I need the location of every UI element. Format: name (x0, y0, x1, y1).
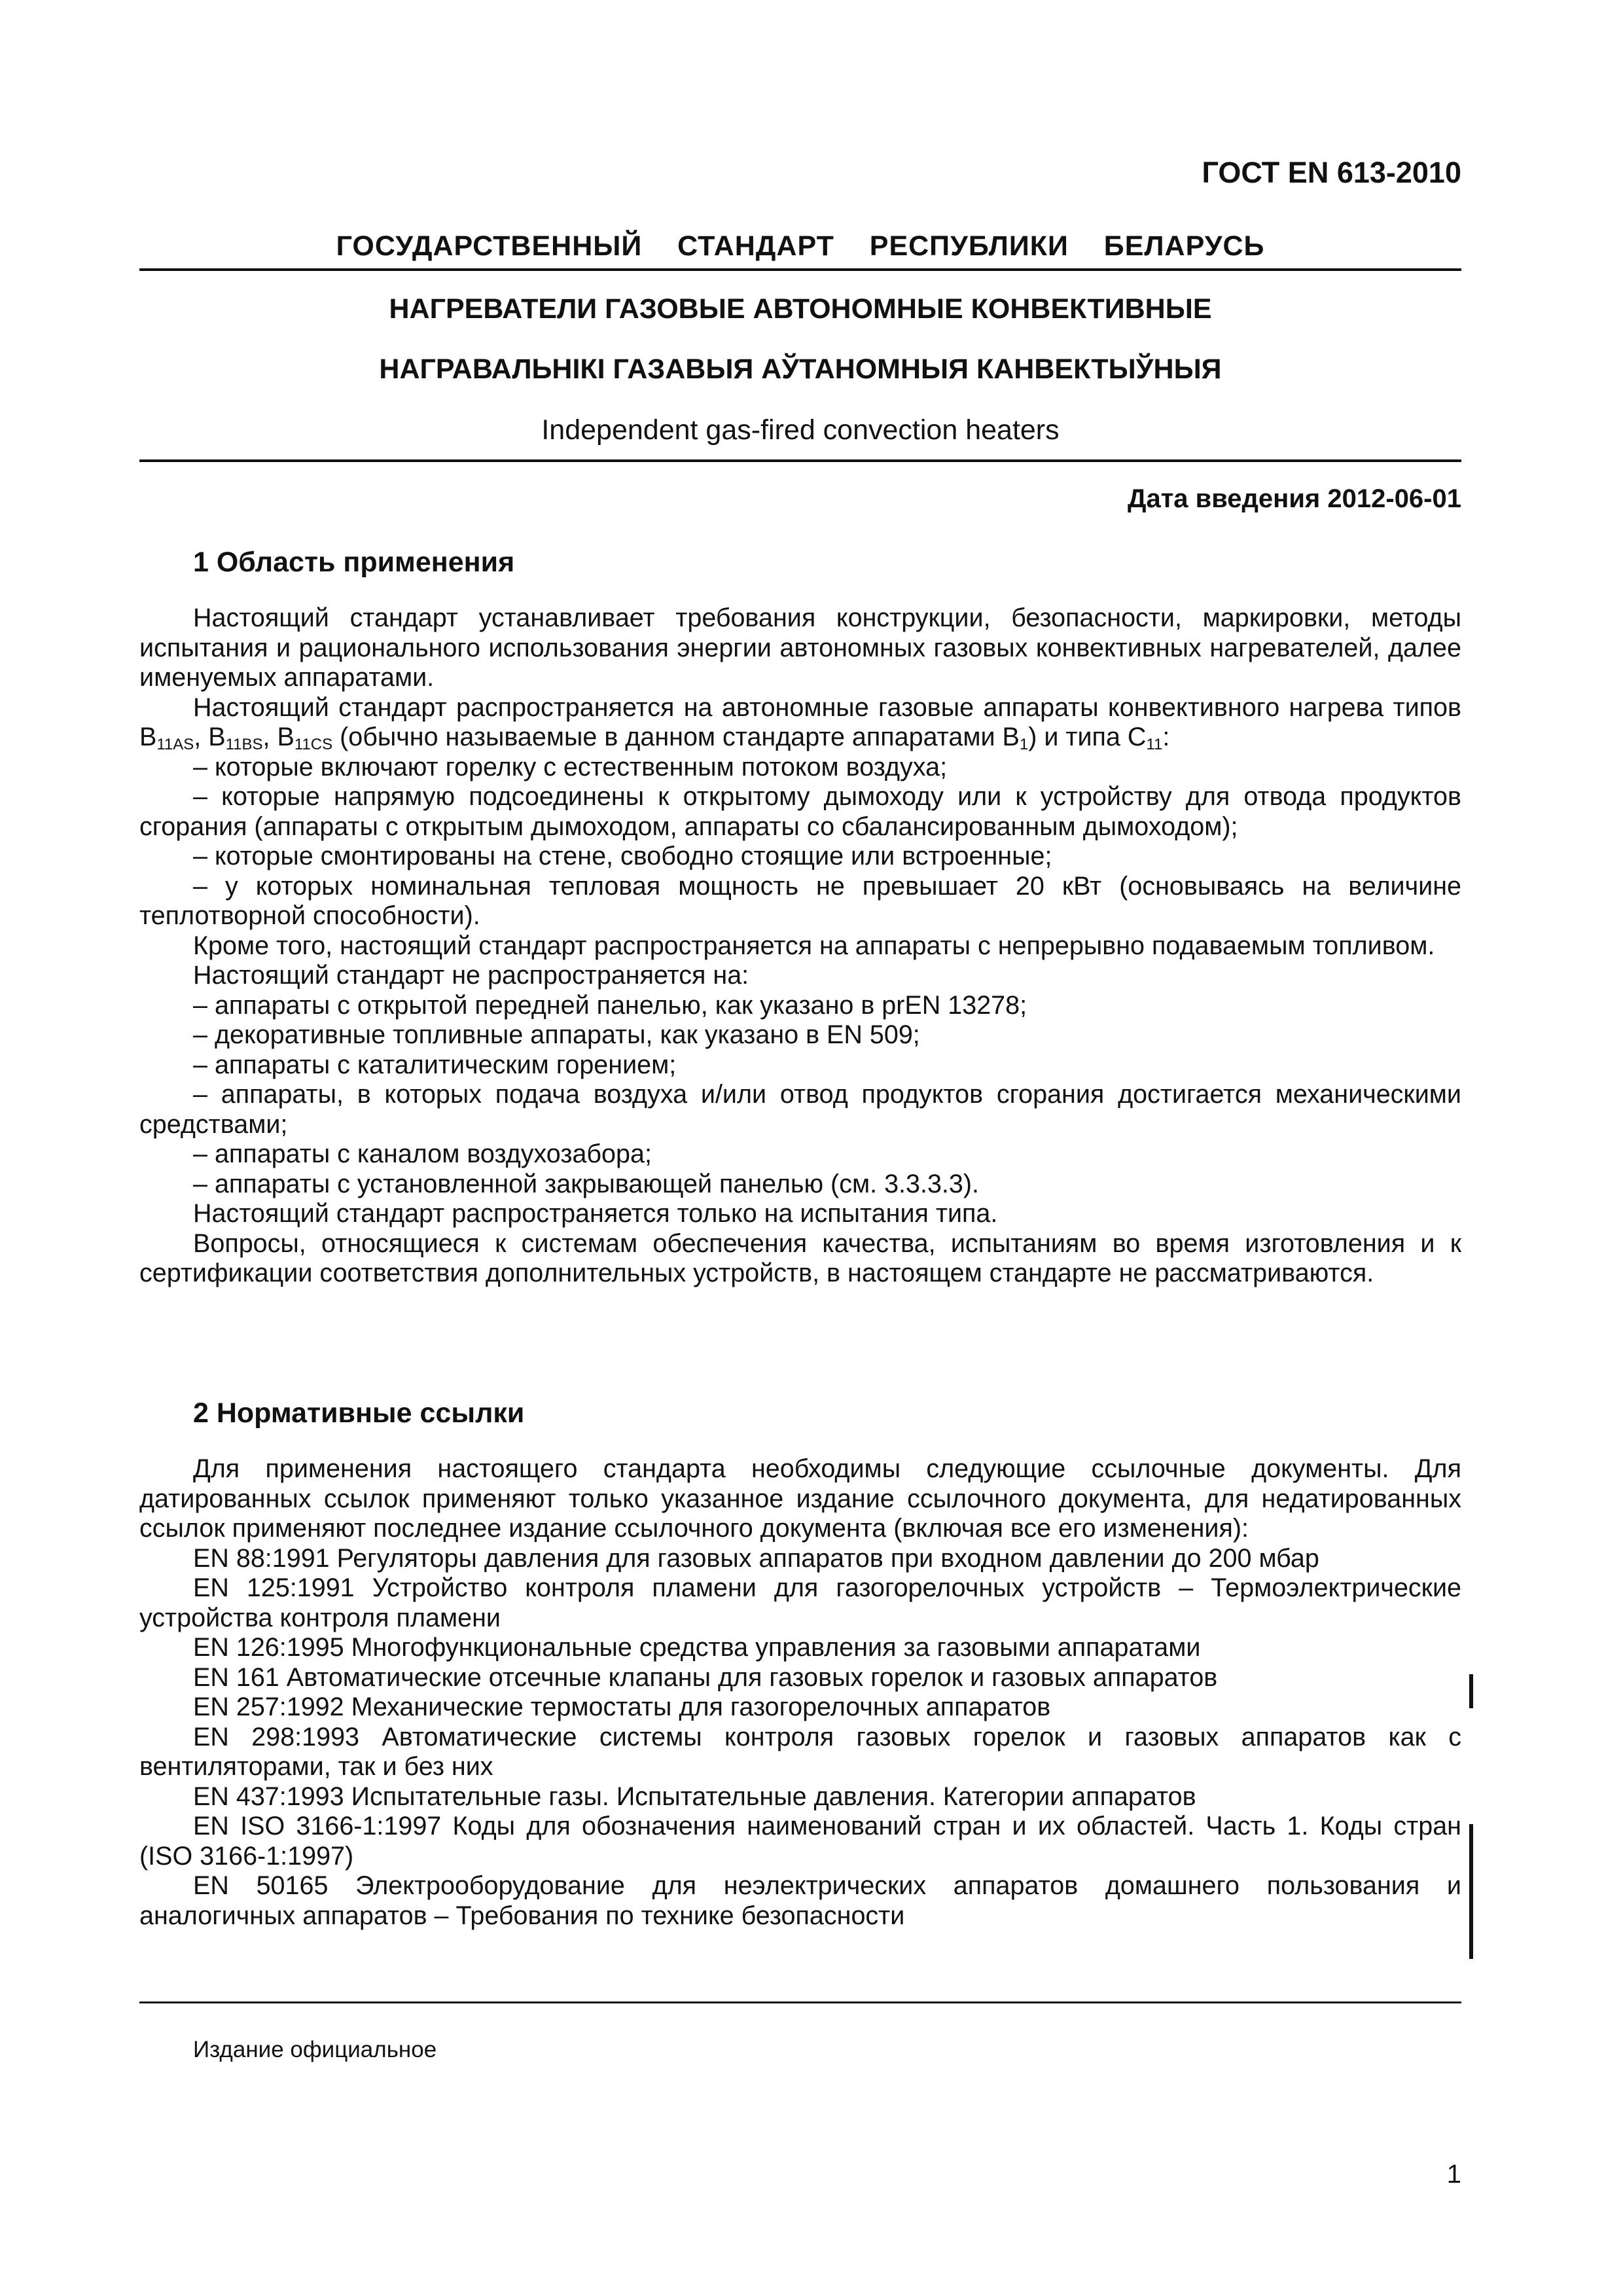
reference-item: EN 437:1993 Испытательные газы. Испытательные давления. Категории аппаратов (193, 1782, 1196, 1811)
reference-item: EN 125:1991 Устройство контроля пламени для газогорелочных устройств – Термоэлектрические устройства контроля пламени (139, 1573, 1461, 1632)
reference-item: EN ISO 3166-1:1997 Коды для обозначения наименований стран и их областей. Часть 1. Коды стран (ISO 3166-1:1997) (139, 1812, 1461, 1871)
exclusion-item-2: – декоративные топливные аппараты, как указано в EN 509; (193, 1020, 920, 1049)
title-english: Independent gas-fired convection heaters (541, 414, 1060, 446)
change-bar-1 (1469, 1674, 1473, 1708)
scope-paragraph-6: Вопросы, относящиеся к системам обеспечения качества, испытаниям во время изготовления и к сертификации соответствия дополнительных устройств, в настоящем стандарте не рассматриваются. (139, 1229, 1461, 1287)
scope-paragraph-4: Настоящий стандарт не распространяется на: (193, 961, 749, 990)
change-bar-2 (1469, 1824, 1473, 1959)
reference-item: EN 257:1992 Механические термостаты для газогорелочных аппаратов (193, 1693, 1051, 1721)
section-2-body (139, 1454, 1461, 1931)
scope-paragraph-5: Настоящий стандарт распространяется только на испытания типа. (193, 1199, 998, 1228)
reference-item: EN 88:1991 Регуляторы давления для газовых аппаратов при входном давлении до 200 мбар (193, 1543, 1319, 1573)
scope-bullet-3: – которые смонтированы на стене, свободно стоящие или встроенные; (193, 842, 1052, 870)
exclusion-item-6: – аппараты с установленной закрывающей панелью (см. 3.3.3.3). (193, 1169, 979, 1198)
reference-item: EN 161 Автоматические отсечные клапаны для газовых горелок и газовых аппаратов (193, 1662, 1218, 1692)
page-number: 1 (1446, 2160, 1461, 2189)
scope-bullet-4: – у которых номинальная тепловая мощность не превышает 20 кВт (основываясь на величине теплотворной способности). (139, 871, 1461, 930)
scope-bullet-1: – которые включают горелку с естественным потоком воздуха; (193, 752, 948, 781)
section-1-heading: 1 Область применения (193, 547, 515, 578)
scope-paragraph-1: Настоящий стандарт устанавливает требования конструкции, безопасности, маркировки, методы испытания и рационального использования энергии автономных газовых конвективных нагревателей, далее именуемых аппаратами. (139, 603, 1461, 692)
exclusion-item-5: – аппараты с каналом воздухозабора; (193, 1139, 652, 1168)
title-bottom-rule (139, 459, 1461, 462)
document-code: ГОСТ EN 613-2010 (1202, 156, 1461, 189)
scope-paragraph-2: Настоящий стандарт распространяется на автономные газовые аппараты конвективного нагрева типов $B_{11AS}$, $B_{11BS}$, $B_{11CS}$ (обычно называемые в данном стандарте аппаратами $B_1$) и типа $C_{11}$: (139, 692, 1461, 753)
section-1-body (139, 603, 1461, 1289)
title-russian: НАГРЕВАТЕЛИ ГАЗОВЫЕ АВТОНОМНЫЕ КОНВЕКТИВНЫЕ (389, 293, 1212, 325)
title-belarusian: НАГРАВАЛЬНІКІ ГАЗАВЫЯ АЎТАНОМНЫЯ КАНВЕКТЫЎНЫЯ (379, 353, 1222, 385)
scope-bullet-2: – которые напрямую подсоединены к открытому дымоходу или к устройству для отвода продуктов сгорания (аппараты с открытым дымоходом, аппараты со сбалансированным дымоходом); (139, 782, 1461, 841)
introduction-date: Дата введения 2012-06-01 (1127, 484, 1461, 513)
footer-rule (139, 2001, 1461, 2003)
scope-paragraph-3: Кроме того, настоящий стандарт распространяется на аппараты с непрерывно подаваемым топливом. (193, 931, 1435, 960)
reference-item: EN 126:1995 Многофункциональные средства управления за газовыми аппаратами (193, 1633, 1201, 1662)
document-page (139, 0, 1461, 2296)
reference-item: EN 298:1993 Автоматические системы контроля газовых горелок и газовых аппаратов как с вентиляторами, так и без них (139, 1722, 1461, 1781)
exclusion-item-4: – аппараты, в которых подача воздуха и/или отвод продуктов сгорания достигается механическими средствами; (139, 1080, 1461, 1139)
official-edition-note: Издание официальное (193, 2037, 437, 2062)
reference-item: EN 50165 Электрооборудование для неэлектрических аппаратов домашнего пользования и аналогичных аппаратов – Требования по технике безопасности (139, 1871, 1461, 1930)
exclusion-item-3: – аппараты с каталитическим горением; (193, 1050, 677, 1079)
references-intro: Для применения настоящего стандарта необходимы следующие ссылочные документы. Для датированных ссылок применяют только указанное издание ссылочного документа, для недатированных ссылок применяют последнее издание ссылочного документа (включая все его изменения): (139, 1454, 1461, 1543)
section-2-heading: 2 Нормативные ссылки (193, 1397, 525, 1429)
standard-type-heading: ГОСУДАРСТВЕННЫЙ СТАНДАРТ РЕСПУБЛИКИ БЕЛАРУСЬ (336, 230, 1265, 262)
top-rule (139, 268, 1461, 271)
exclusion-item-1: – аппараты с открытой передней панелью, как указано в prEN 13278; (193, 990, 1027, 1020)
